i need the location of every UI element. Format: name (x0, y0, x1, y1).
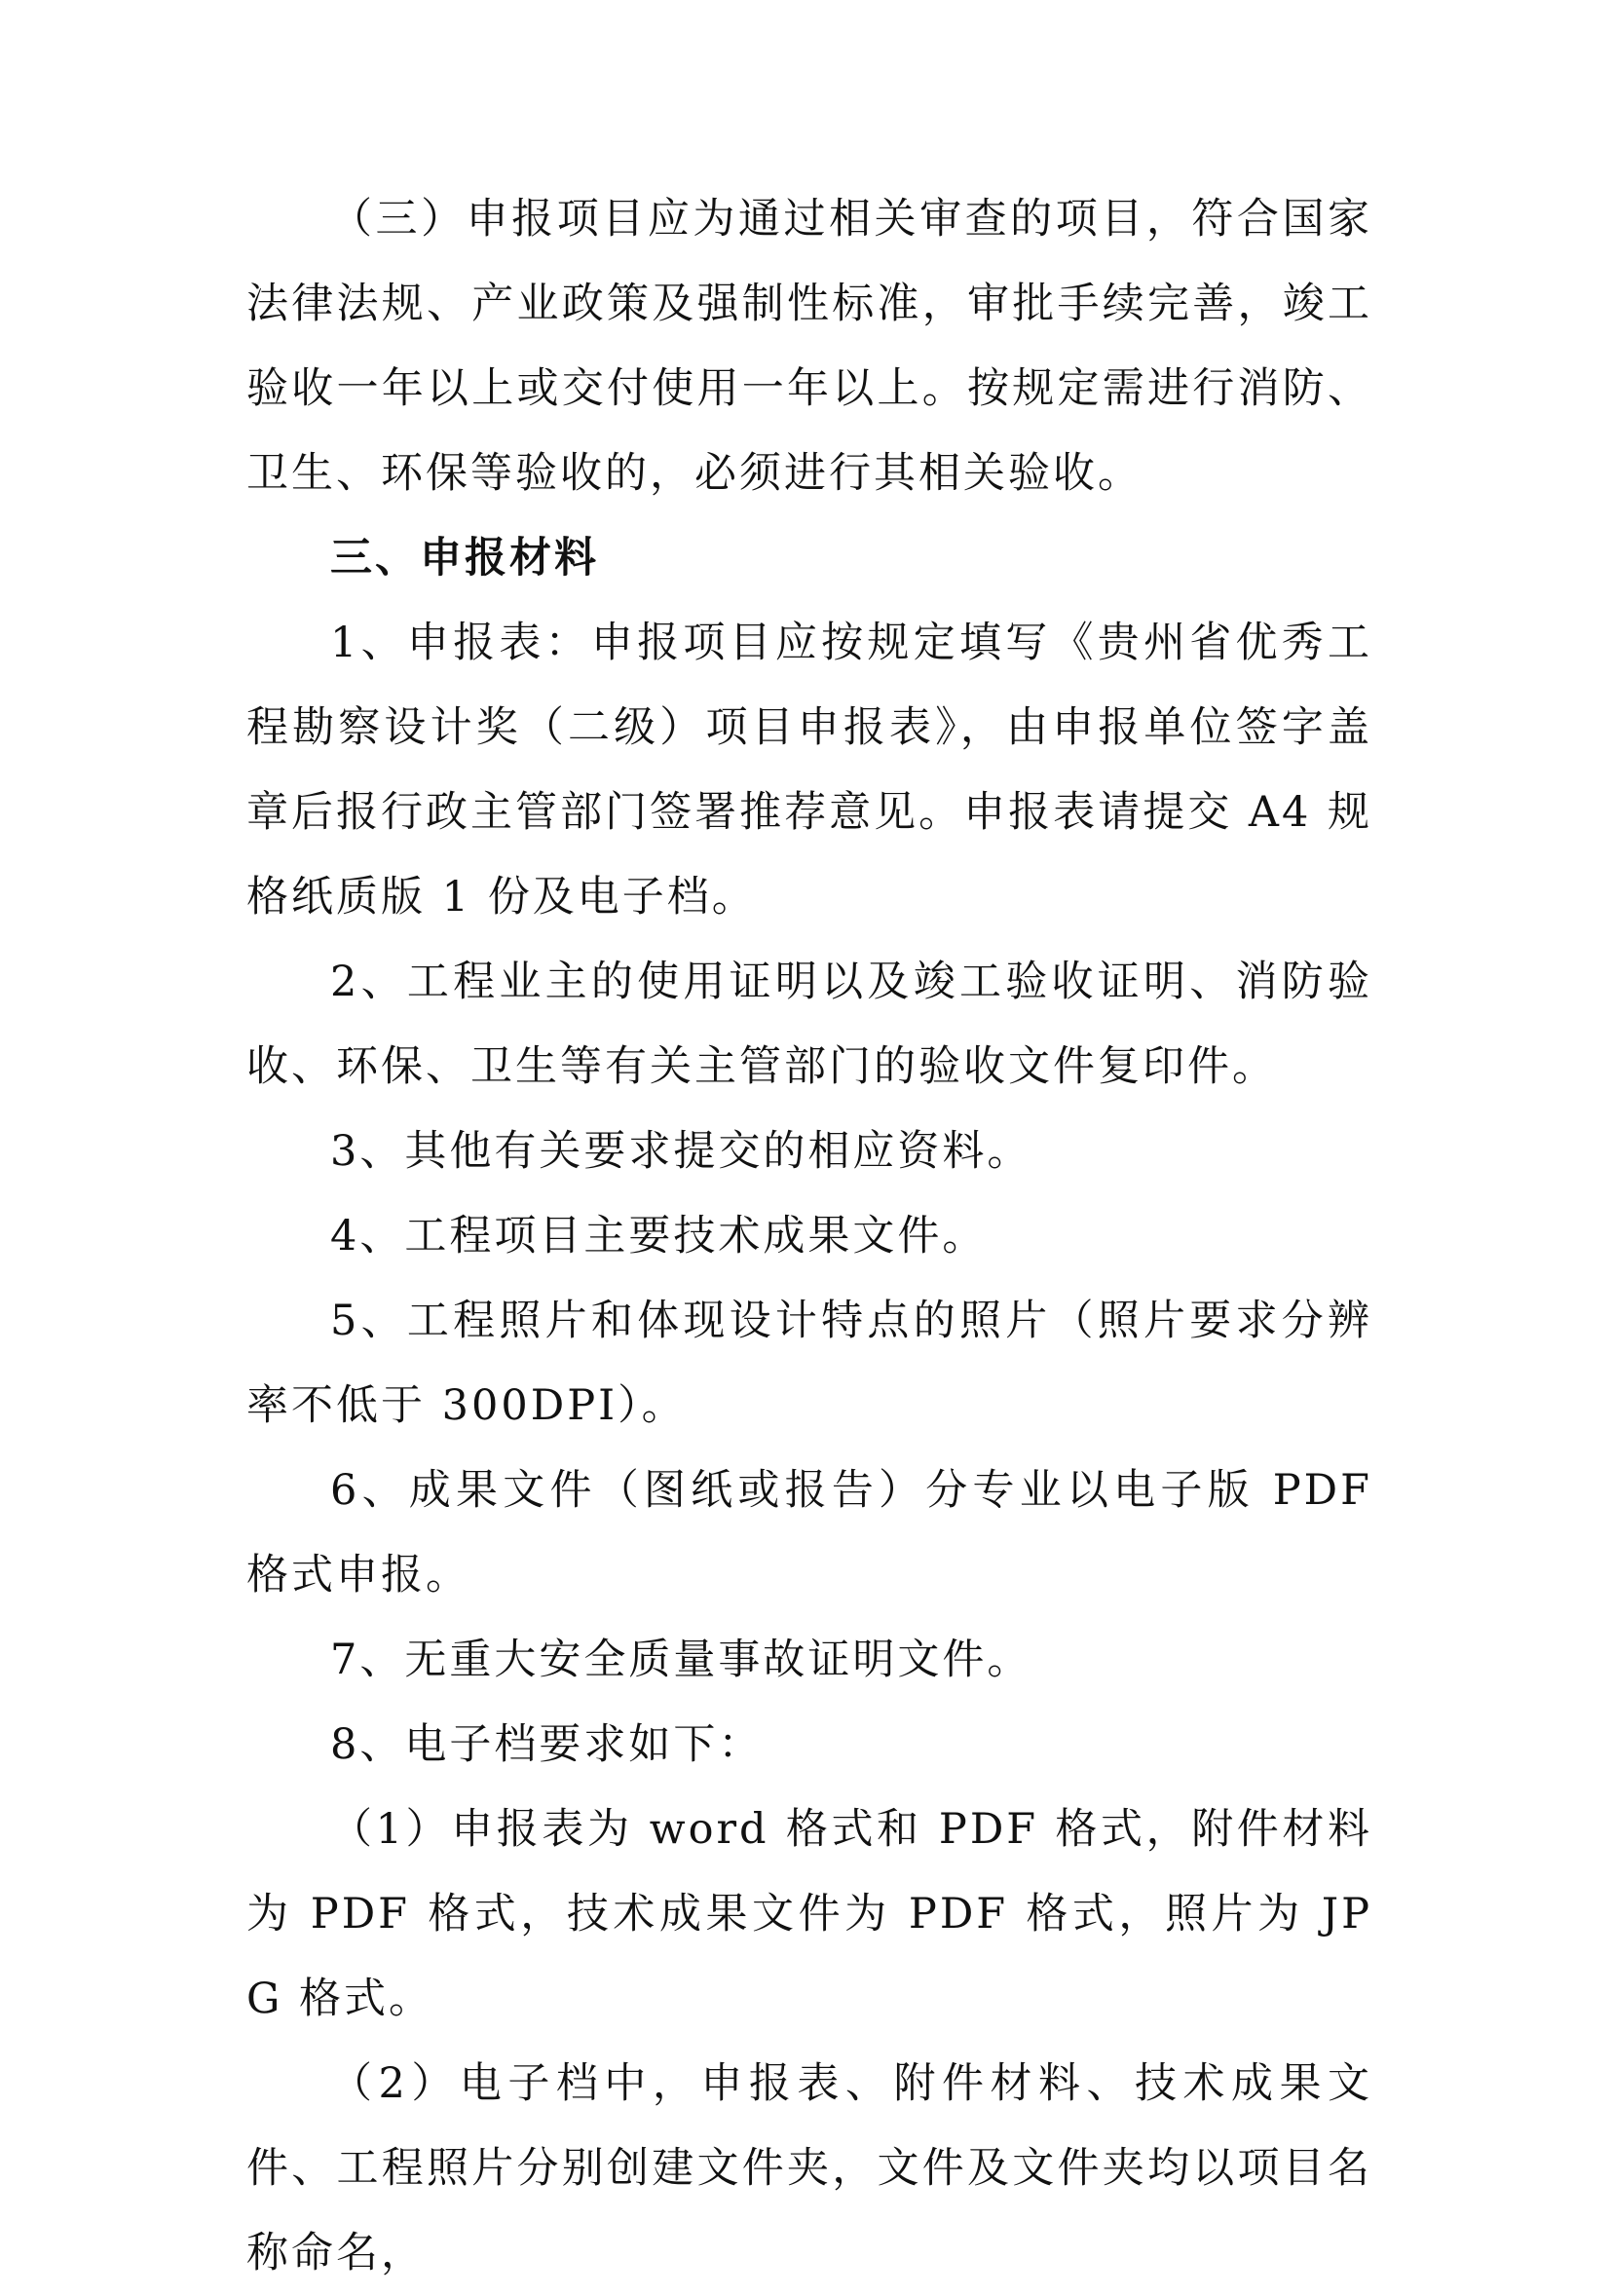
paragraph-item-3: 3、其他有关要求提交的相应资料。 (330, 1127, 1032, 1176)
paragraph-subitem-2: （2）电子档中，申报表、附件材料、技术成果文件、工程照片分别创建文件夹，文件及文件夹均以项目名称命名， (246, 2059, 1372, 2277)
paragraph-subitem-1: （1）申报表为 word 格式和 PDF 格式，附件材料为 PDF 格式，技术成果文件为 PDF 格式，照片为 JPG 格式。 (246, 1805, 1372, 2023)
paragraph-item-2: 2、工程业主的使用证明以及竣工验收证明、消防验收、环保、卫生等有关主管部门的验收文件复印件。 (246, 958, 1372, 1091)
paragraph-item-7: 7、无重大安全质量事故证明文件。 (330, 1636, 1032, 1684)
paragraph-item-6: 6、成果文件（图纸或报告）分专业以电子版 PDF 格式申报。 (246, 1466, 1372, 1600)
paragraph-review-requirements: （三）申报项目应为通过相关审查的项目，符合国家法律法规、产业政策及强制性标准，审批手续完善，竣工验收一年以上或交付使用一年以上。按规定需进行消防、卫生、环保等验收的，必须进行其相关验收。 (246, 195, 1372, 498)
document-body (246, 177, 1372, 2296)
paragraph-item-4: 4、工程项目主要技术成果文件。 (330, 1212, 988, 1261)
paragraph-item-1: 1、申报表：申报项目应按规定填写《贵州省优秀工程勘察设计奖（二级）项目申报表》，由申报单位签字盖章后报行政主管部门签署推荐意见。申报表请提交 A4 规格纸质版 1 份及电子档。 (246, 619, 1372, 922)
section-heading-application-materials: 三、申报材料 (330, 534, 599, 583)
paragraph-item-8: 8、电子档要求如下： (330, 1720, 764, 1769)
paragraph-item-5: 5、工程照片和体现设计特点的照片（照片要求分辨率不低于 300DPI）。 (246, 1297, 1372, 1430)
